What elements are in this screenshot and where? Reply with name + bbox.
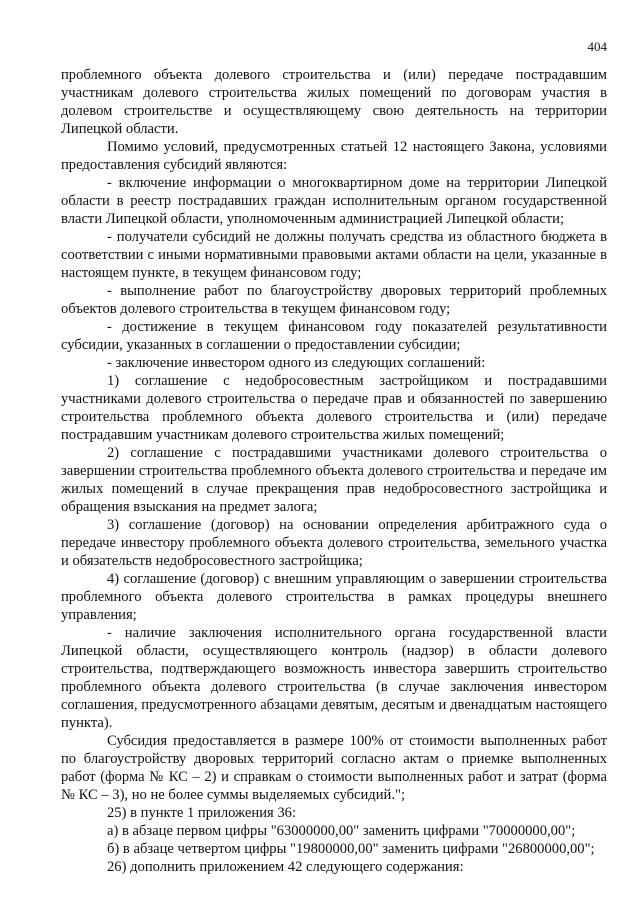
paragraph-conditions-intro: Помимо условий, предусмотренных статьей 12 настоящего Закона, условиями предоставления субсидий являются: bbox=[61, 139, 607, 173]
paragraph-agreement-4: 4) соглашение (договор) с внешним управляющим о завершении строительства проблемного объекта долевого строительства в рамках процедуры внешнего управления; bbox=[61, 571, 607, 623]
paragraph-agreement-3: 3) соглашение (договор) на основании определения арбитражного суда о передаче инвестору проблемного объекта долевого строительства, земельного участка и обязательств недобросовестного застройщика; bbox=[61, 517, 607, 569]
paragraph-item-25: 25) в пункте 1 приложения 36: bbox=[107, 805, 297, 821]
paragraph-item-25a: а) в абзаце первом цифры "63000000,00" заменить цифрами "70000000,00"; bbox=[107, 823, 576, 839]
paragraph-item-26: 26) дополнить приложением 42 следующего содержания: bbox=[107, 859, 464, 875]
paragraph-agreement-1: 1) соглашение с недобросовестным застройщиком и пострадавшими участниками долевого строительства о передаче прав и обязанностей по завершению строительства проблемного объекта долевого строительства и (или) передаче пострадавшим участникам долевого строительства жилых помещений; bbox=[61, 373, 607, 443]
paragraph-condition-budget: - получатели субсидий не должны получать средства из областного бюджета в соответствии с иными нормативными правовыми актами области на цели, указанные в настоящем пункте, в текущем финансовом году; bbox=[61, 229, 607, 281]
paragraph-condition-indicators: - достижение в текущем финансовом году показателей результативности субсидии, указанных в соглашении о предоставлении субсидии; bbox=[61, 319, 607, 353]
paragraph-condition-agreements: - заключение инвестором одного из следующих соглашений: bbox=[107, 355, 486, 371]
paragraph-condition-landscaping: - выполнение работ по благоустройству дворовых территорий проблемных объектов долевого строительства в текущем финансовом году; bbox=[61, 283, 607, 317]
document-body bbox=[61, 66, 607, 876]
paragraph-condition-registry: - включение информации о многоквартирном доме на территории Липецкой области в реестр пострадавших граждан исполнительным органом государственной власти Липецкой области, уполномоченным администрацией Липецкой области; bbox=[61, 175, 607, 227]
paragraph-subsidy-amount: Субсидия предоставляется в размере 100% от стоимости выполненных работ по благоустройству дворовых территорий согласно актам о приемке выполненных работ (форма № КС – 2) и справкам о стоимости выполненных работ и затрат (форма № КС – 3), но не более суммы выделяемых субсидий."; bbox=[61, 733, 607, 803]
paragraph-condition-conclusion: - наличие заключения исполнительного органа государственной власти Липецкой области, осуществляющего контроль (надзор) в области долевого строительства, подтверждающего возможность инвестора завершить строительство проблемного объекта долевого строительства (в случае заключения инвестором соглашения, предусмотренного абзацами девятым, десятым и двенадцатым настоящего пункта). bbox=[61, 625, 607, 731]
page-number: 404 bbox=[587, 39, 607, 54]
paragraph-item-25b: б) в абзаце четвертом цифры "19800000,00" заменить цифрами "26800000,00"; bbox=[107, 841, 595, 857]
paragraph-continuation: проблемного объекта долевого строительства и (или) передаче пострадавшим участникам долевого строительства жилых помещений по договорам участия в долевом строительстве и осуществляющему свою деятельность на территории Липецкой области. bbox=[61, 67, 607, 137]
paragraph-agreement-2: 2) соглашение с пострадавшими участниками долевого строительства о завершении строительства проблемного объекта долевого строительства и передаче им жилых помещений в случае прекращения прав недобросовестного застройщика и обращения взыскания на предмет залога; bbox=[61, 445, 607, 515]
